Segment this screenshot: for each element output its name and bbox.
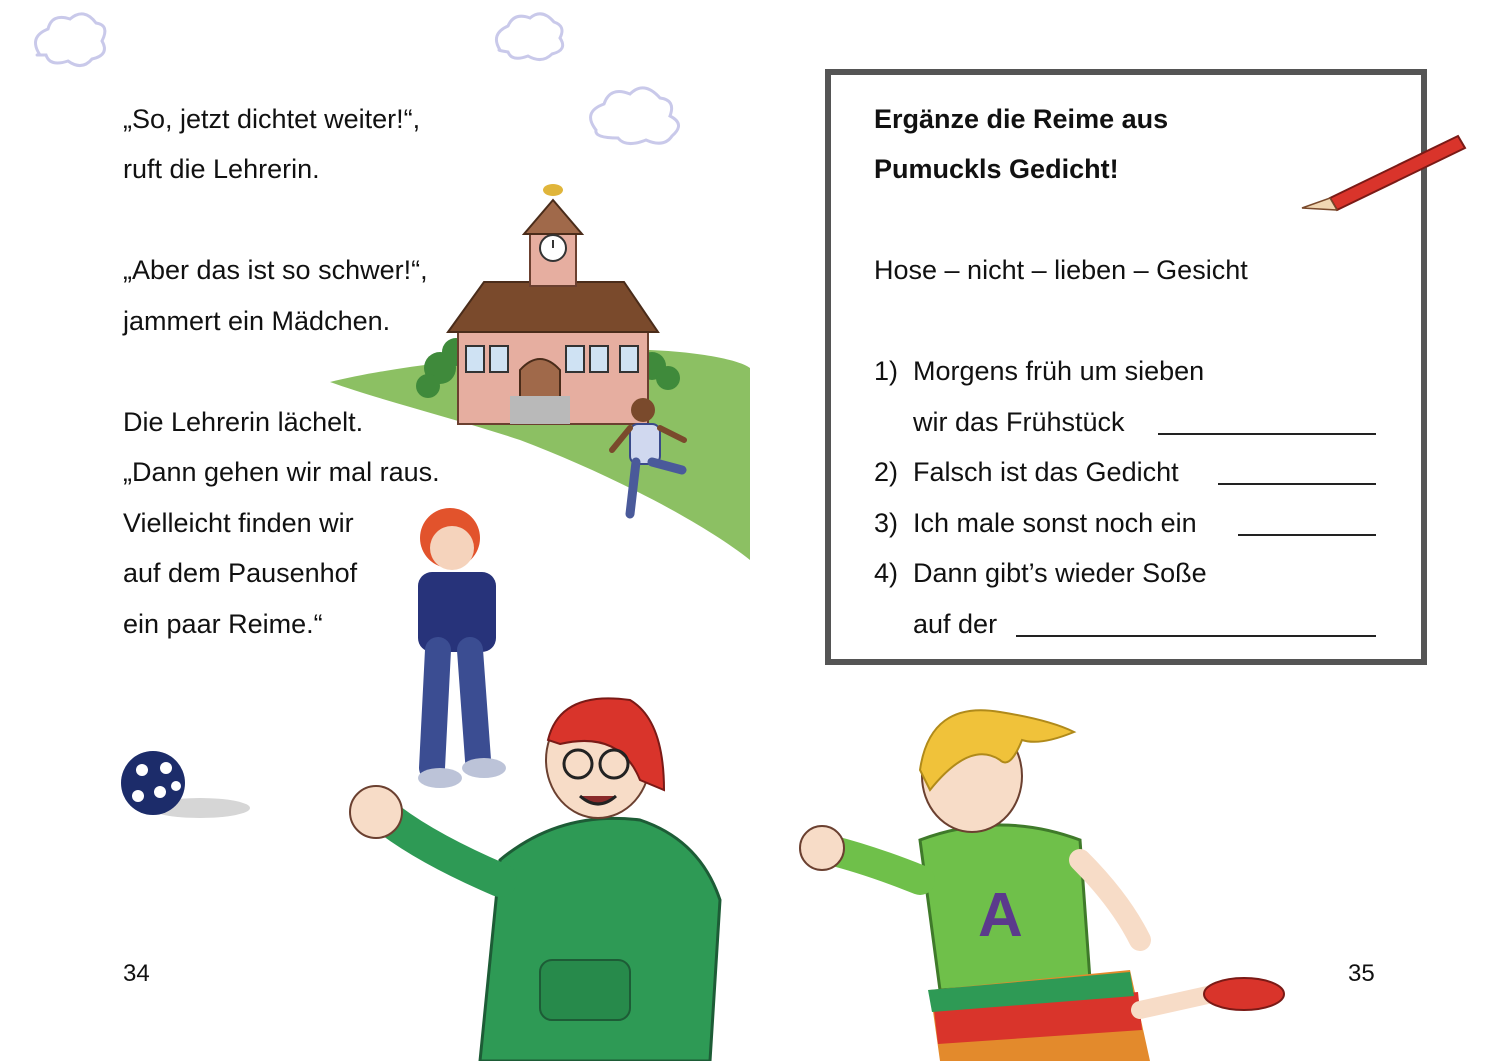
page-number-right: 35 bbox=[1348, 960, 1375, 987]
item-text: auf der bbox=[913, 609, 998, 639]
item-number: 2) bbox=[874, 457, 899, 487]
cloud-icon bbox=[36, 14, 105, 66]
answer-blank[interactable] bbox=[1238, 508, 1376, 536]
story-line: Vielleicht finden wir bbox=[123, 508, 354, 538]
shirt-letter: A bbox=[978, 881, 1023, 950]
item-text: Morgens früh um sieben bbox=[913, 356, 1205, 386]
story-line: jammert ein Mädchen. bbox=[123, 306, 391, 336]
story-line: Die Lehrerin lächelt. bbox=[123, 407, 364, 437]
cloud-icon bbox=[496, 14, 562, 60]
exercise-title: Ergänze die Reime aus bbox=[874, 104, 1169, 134]
story-line: „Aber das ist so schwer!“, bbox=[123, 255, 428, 285]
item-text: Dann gibt’s wieder Soße bbox=[913, 558, 1207, 588]
pencil-icon bbox=[1302, 136, 1465, 210]
thinking-kid bbox=[418, 508, 506, 788]
exercise-title: Pumuckls Gedicht! bbox=[874, 154, 1119, 184]
story-line: ruft die Lehrerin. bbox=[123, 154, 320, 184]
answer-blank[interactable] bbox=[1016, 609, 1376, 637]
answer-blank[interactable] bbox=[1218, 457, 1376, 485]
item-text: wir das Frühstück bbox=[913, 407, 1125, 437]
answer-blank[interactable] bbox=[1158, 407, 1376, 435]
schoolhouse bbox=[448, 184, 658, 424]
item-number: 1) bbox=[874, 356, 899, 386]
story-line: „Dann gehen wir mal raus. bbox=[123, 457, 440, 487]
word-bank: Hose – nicht – lieben – Gesicht bbox=[874, 255, 1248, 285]
item-text: Falsch ist das Gedicht bbox=[913, 457, 1179, 487]
story-line: „So, jetzt dichtet weiter!“, bbox=[123, 104, 421, 134]
ball-icon bbox=[121, 751, 185, 815]
boy-green-hoodie bbox=[350, 698, 720, 1061]
item-number: 3) bbox=[874, 508, 899, 538]
girl-a-shirt bbox=[800, 710, 1284, 1061]
story-line: auf dem Pausenhof bbox=[123, 558, 358, 588]
item-number: 4) bbox=[874, 558, 899, 588]
page-number-left: 34 bbox=[123, 960, 150, 987]
story-line: ein paar Reime.“ bbox=[123, 609, 323, 639]
item-text: Ich male sonst noch ein bbox=[913, 508, 1197, 538]
cloud-icon bbox=[591, 88, 679, 144]
